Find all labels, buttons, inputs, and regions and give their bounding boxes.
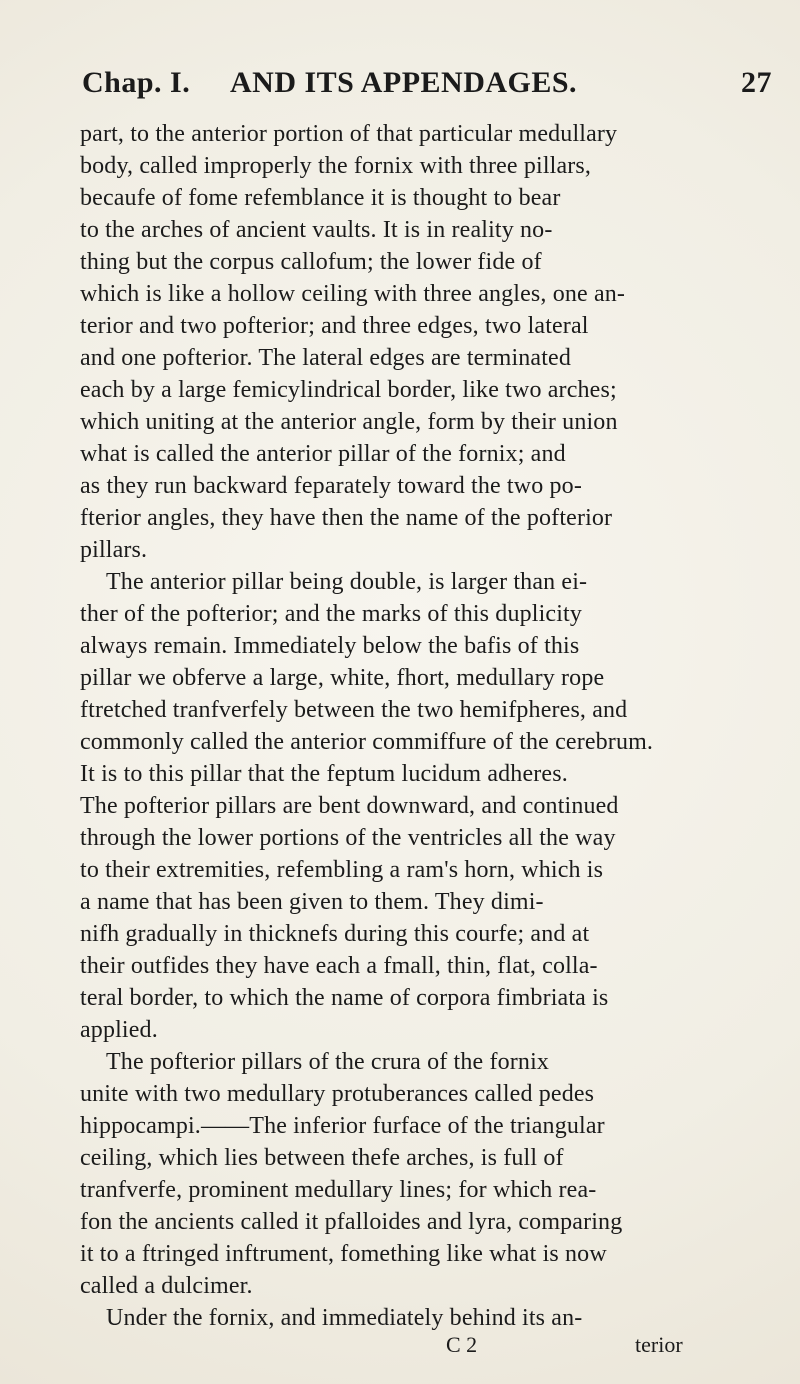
text-line: which is like a hollow ceiling with three angles, one an-	[80, 281, 626, 307]
text-line: their outfides they have each a fmall, thin, flat, colla-	[80, 953, 598, 979]
page-number: 27	[741, 66, 772, 99]
text-line: pillars.	[80, 537, 148, 563]
text-line: The pofterior pillars of the crura of the fornix	[106, 1049, 550, 1075]
text-line: applied.	[80, 1017, 158, 1043]
text-line: thing but the corpus callofum; the lower fide of	[80, 249, 542, 275]
text-line: part, to the anterior portion of that particular medullary	[80, 121, 618, 147]
text-line: tranfverfe, prominent medullary lines; for which rea-	[80, 1177, 597, 1203]
text-line: Under the fornix, and immediately behind its an-	[106, 1305, 583, 1331]
page-footer	[80, 1332, 740, 1368]
paragraph-3	[80, 1046, 730, 1302]
text-line: The anterior pillar being double, is larger than ei-	[106, 569, 588, 595]
text-line: It is to this pillar that the feptum lucidum adheres.	[80, 761, 568, 787]
text-line: to the arches of ancient vaults. It is in reality no-	[80, 217, 553, 243]
chapter-label: Chap. I.	[82, 66, 191, 99]
text-line: fon the ancients called it pfalloides and lyra, comparing	[80, 1209, 623, 1235]
running-header	[82, 66, 772, 112]
text-line: a name that has been given to them. They dimi-	[80, 889, 544, 915]
text-line: and one pofterior. The lateral edges are terminated	[80, 345, 571, 371]
text-line: each by a large femicylindrical border, like two arches;	[80, 377, 617, 403]
text-line: ftretched tranfverfely between the two hemifpheres, and	[80, 697, 628, 723]
paragraph-1	[80, 118, 730, 566]
body-text	[80, 118, 730, 1334]
text-line: ceiling, which lies between thefe arches, is full of	[80, 1145, 564, 1171]
text-line: nifh gradually in thicknefs during this courfe; and at	[80, 921, 590, 947]
text-line: commonly called the anterior commiffure of the cerebrum.	[80, 729, 654, 755]
text-line: to their extremities, refembling a ram's horn, which is	[80, 857, 604, 883]
paragraph-2	[80, 566, 730, 1046]
text-line: hippocampi.——The inferior furface of the triangular	[80, 1113, 605, 1139]
text-line: pillar we obferve a large, white, fhort, medullary rope	[80, 665, 605, 691]
text-line: which uniting at the anterior angle, form by their union	[80, 409, 618, 435]
text-line: body, called improperly the fornix with three pillars,	[80, 153, 592, 179]
text-line: it to a ftringed inftrument, fomething like what is now	[80, 1241, 607, 1267]
signature-mark: C 2	[446, 1332, 478, 1357]
text-line: terior and two pofterior; and three edges, two lateral	[80, 313, 589, 339]
text-line: called a dulcimer.	[80, 1273, 253, 1299]
text-line: what is called the anterior pillar of the fornix; and	[80, 441, 566, 467]
text-line: as they run backward feparately toward the two po-	[80, 473, 582, 499]
text-line: always remain. Immediately below the bafis of this	[80, 633, 580, 659]
text-line: becaufe of fome refemblance it is thought to bear	[80, 185, 561, 211]
text-line: through the lower portions of the ventricles all the way	[80, 825, 616, 851]
text-line: fterior angles, they have then the name of the pofterior	[80, 505, 613, 531]
paragraph-4	[80, 1302, 730, 1334]
text-line: The pofterior pillars are bent downward, and continued	[80, 793, 619, 819]
catchword: terior	[635, 1332, 683, 1357]
running-title: AND ITS APPENDAGES.	[230, 66, 578, 99]
text-line: unite with two medullary protuberances called pedes	[80, 1081, 595, 1107]
text-line: ther of the pofterior; and the marks of this duplicity	[80, 601, 582, 627]
text-line: teral border, to which the name of corpora fimbriata is	[80, 985, 609, 1011]
